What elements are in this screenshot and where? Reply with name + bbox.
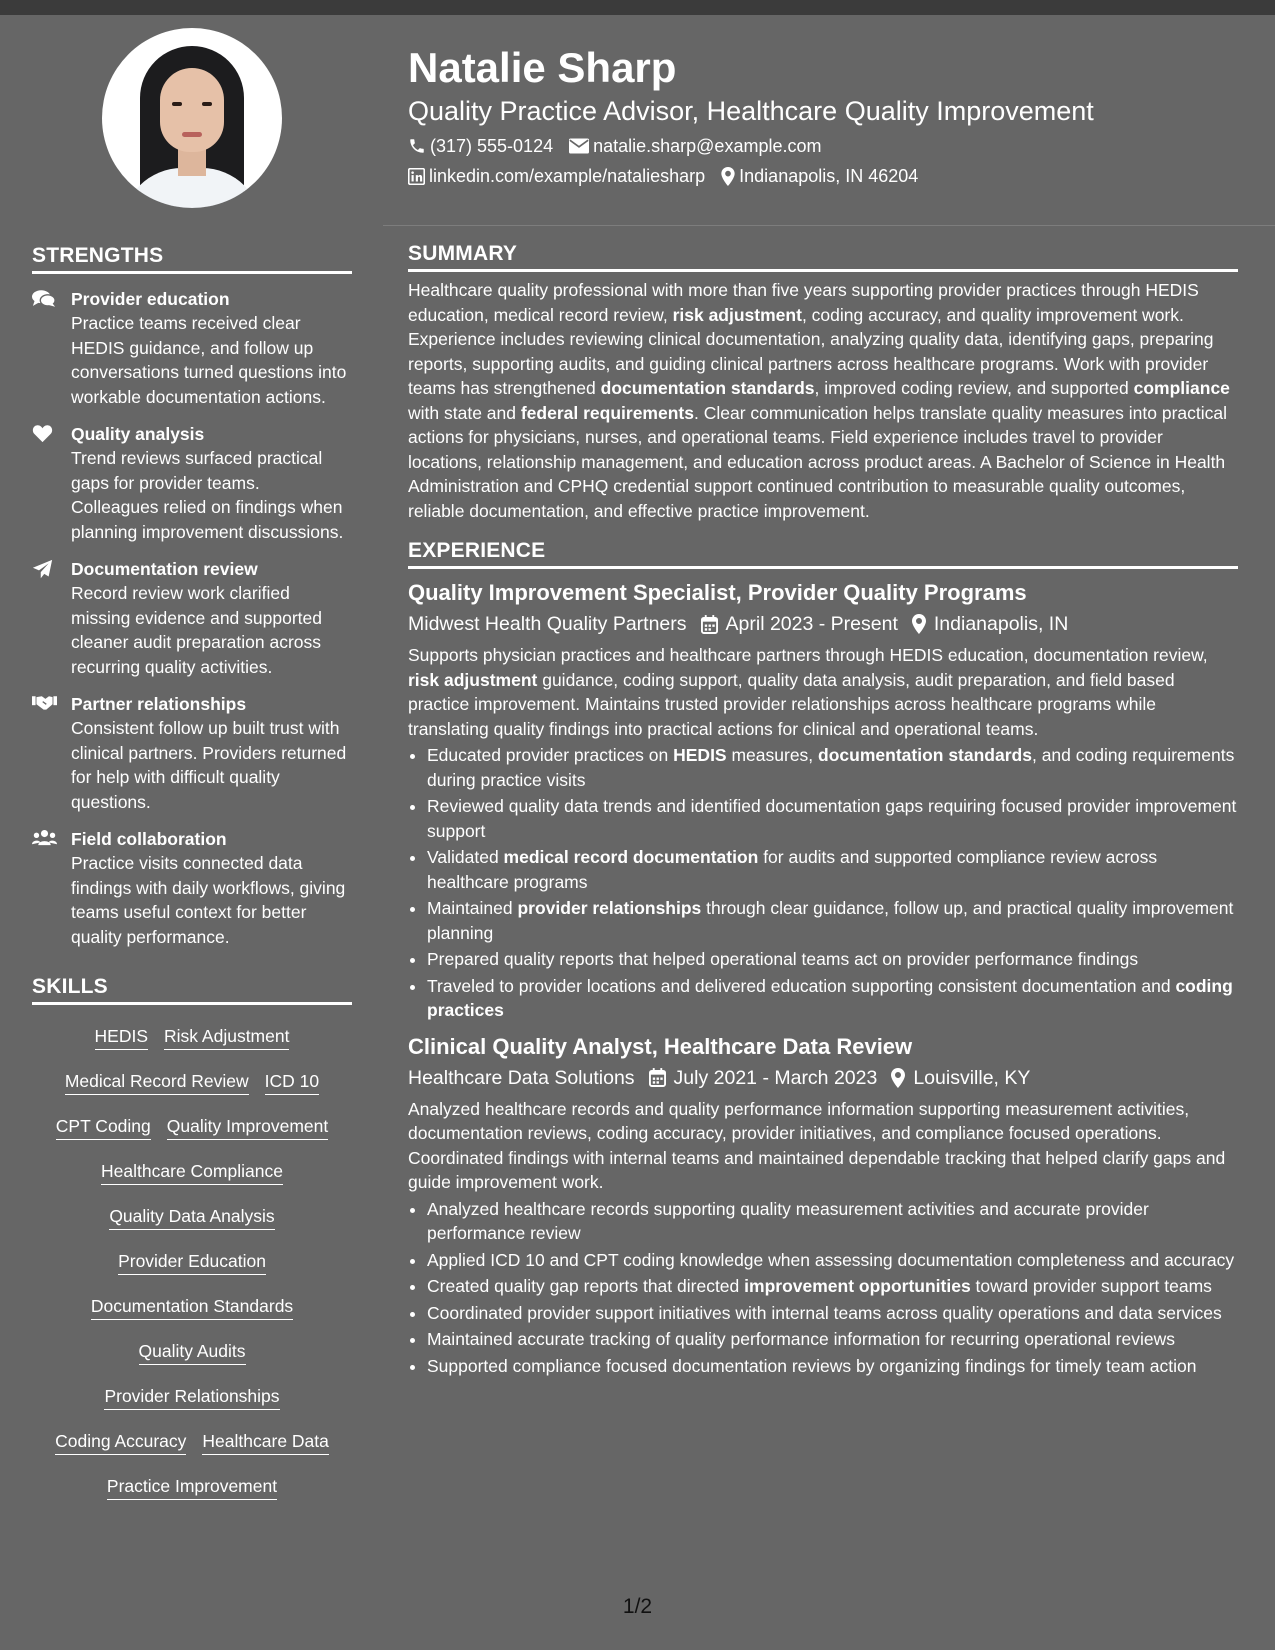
job-dates: April 2023 - Present: [701, 611, 898, 637]
job-company: Midwest Health Quality Partners: [408, 613, 687, 635]
skill-row: [32, 1195, 352, 1240]
skill-row: [32, 1420, 352, 1465]
job-bullet: • Traveled to provider locations and delivered education supporting consistent documentation and coding practices: [427, 974, 1238, 1023]
skill-row: [32, 1105, 352, 1150]
skill-tag: Risk Adjustment: [164, 1025, 289, 1050]
skill-row: [32, 1330, 352, 1375]
page-number: 1/2: [622, 1595, 653, 1618]
strength-title: Partner relationships: [71, 694, 247, 714]
skill-tag: Quality Data Analysis: [109, 1205, 274, 1230]
email-text[interactable]: natalie.sharp@example.com: [593, 136, 822, 156]
header-divider: [383, 225, 1275, 226]
skill-tag: Medical Record Review: [65, 1070, 249, 1095]
left-column: [32, 28, 352, 1510]
job-bullet: • Applied ICD 10 and CPT coding knowledge when assessing documentation completeness and accuracy: [427, 1248, 1238, 1273]
handshake-icon: [32, 694, 56, 714]
paper-plane-icon: [32, 559, 56, 579]
skill-row: [32, 1465, 352, 1510]
job-title: Quality Improvement Specialist, Provider Quality Programs: [408, 580, 1027, 605]
phone-text: (317) 555-0124: [430, 136, 554, 156]
skill-tag: Quality Audits: [139, 1340, 246, 1365]
top-bar: [0, 0, 1275, 15]
job-bullet: • Coordinated provider support initiatives with internal teams across quality operations and data services: [427, 1301, 1238, 1326]
job-location: Indianapolis, IN: [912, 611, 1068, 637]
email[interactable]: [569, 134, 821, 158]
contact-row-1: [408, 134, 1238, 158]
skill-row: [32, 1285, 352, 1330]
skill-tag: Provider Education: [118, 1250, 266, 1275]
candidate-role: Quality Practice Advisor, Healthcare Quality Improvement: [408, 96, 1094, 126]
linkedin[interactable]: [408, 164, 705, 188]
job-bullets: [408, 743, 1238, 1023]
job-title: Clinical Quality Analyst, Healthcare Data Review: [408, 1033, 913, 1059]
strength-title: Provider education: [71, 289, 230, 309]
job-bullet: • Reviewed quality data trends and identified documentation gaps requiring focused provider improvement support: [427, 794, 1238, 843]
skill-tag: ICD 10: [265, 1070, 319, 1095]
job-entry: [408, 1033, 1238, 1379]
skill-row: [32, 1150, 352, 1195]
job-meta: [408, 1065, 1238, 1091]
linkedin-text[interactable]: linkedin.com/example/nataliesharp: [429, 166, 706, 186]
strength-text: Record review work clarified missing evidence and supported cleaner audit preparation across recurring quality activities.: [71, 583, 322, 677]
strength-item: [32, 693, 352, 814]
skill-tag: Coding Accuracy: [55, 1430, 186, 1455]
skill-tag: CPT Coding: [56, 1115, 151, 1140]
experience-section: [408, 539, 1238, 1378]
heart-icon: [32, 424, 56, 444]
envelope-icon: [569, 138, 589, 154]
map-marker-icon: [891, 1068, 905, 1088]
phone: [408, 134, 553, 158]
location: [721, 164, 918, 188]
users-icon: [32, 829, 56, 849]
strength-title: Quality analysis: [71, 424, 205, 444]
job-company: Healthcare Data Solutions: [408, 1066, 635, 1089]
job-bullet: • Maintained provider relationships through clear guidance, follow up, and practical quality improvement planning: [427, 896, 1238, 945]
strength-text: Practice visits connected data findings with daily workflows, giving teams useful context for better quality performance.: [71, 853, 346, 947]
experience-title: EXPERIENCE: [408, 539, 1238, 569]
calendar-icon: [701, 615, 718, 634]
job-bullets: [408, 1197, 1238, 1379]
comments-icon: [32, 289, 56, 309]
job-dates: July 2021 - March 2023: [649, 1065, 878, 1091]
skill-tag: HEDIS: [95, 1025, 148, 1050]
skill-row: [32, 1375, 352, 1420]
job-bullet: • Created quality gap reports that directed improvement opportunities toward provider support teams: [427, 1274, 1238, 1299]
skill-row: [32, 1060, 352, 1105]
skill-tag: Healthcare Data: [202, 1430, 328, 1455]
skill-tag: Quality Improvement: [167, 1115, 328, 1140]
job-bullet: • Supported compliance focused documentation reviews by organizing findings for timely team action: [427, 1354, 1238, 1379]
skill-tag: Provider Relationships: [104, 1385, 279, 1410]
job-bullet: • Validated medical record documentation for audits and supported compliance review across healthcare programs: [427, 845, 1238, 894]
strength-text: Practice teams received clear HEDIS guidance, and follow up conversations turned questions into workable documentation actions.: [71, 313, 347, 407]
strength-item: [32, 558, 352, 679]
job-meta: [408, 611, 1238, 637]
job-bullet: • Educated provider practices on HEDIS measures, documentation standards, and coding requirements during practice visits: [427, 743, 1238, 792]
strength-text: Trend reviews surfaced practical gaps for provider teams. Colleagues relied on findings when planning improvement discussions.: [71, 448, 344, 542]
map-marker-icon: [912, 614, 926, 634]
summary-section: [408, 242, 1238, 523]
job-summary: Analyzed healthcare records and quality performance information supporting measurement activities, documentation reviews, coding accuracy, provider initiatives, and compliance focused operations. Coordinated findings with internal teams and maintained dependable tracking that helped clarify gaps and guide improvement work.: [408, 1098, 1226, 1192]
summary-title: SUMMARY: [408, 242, 1238, 272]
skills-title: SKILLS: [32, 975, 352, 1005]
calendar-icon: [649, 1068, 666, 1087]
strength-item: [32, 828, 352, 949]
resume-header: [408, 42, 1238, 188]
strength-item: [32, 423, 352, 544]
job-summary: Supports physician practices and healthcare partners through HEDIS education, documentation review, risk adjustment guidance, coding support, quality data analysis, audit preparation, and field based practice improvement. Maintains trusted provider relationships across healthcare programs while translating quality findings into practical actions for clinical and operational teams.: [408, 645, 1208, 739]
avatar: [102, 28, 282, 208]
phone-icon: [408, 137, 426, 155]
candidate-name: Natalie Sharp: [408, 44, 677, 91]
skill-tag: Practice Improvement: [107, 1475, 277, 1500]
contact-row-2: [408, 164, 1238, 188]
linkedin-icon: [408, 168, 425, 185]
strength-text: Consistent follow up built trust with clinical partners. Providers returned for help with difficult quality questions.: [71, 718, 347, 812]
strengths-title: STRENGTHS: [32, 244, 352, 274]
location-text: Indianapolis, IN 46204: [739, 166, 919, 186]
skill-tag: Documentation Standards: [91, 1295, 293, 1320]
strength-item: [32, 288, 352, 409]
strength-title: Field collaboration: [71, 829, 227, 849]
strengths-section: [32, 244, 352, 949]
skills-section: [32, 975, 352, 1510]
strength-title: Documentation review: [71, 559, 258, 579]
map-marker-icon: [721, 167, 735, 186]
skill-row: [32, 1015, 352, 1060]
job-bullet: • Maintained accurate tracking of quality performance information for recurring operational reviews: [427, 1327, 1238, 1352]
job-location: Louisville, KY: [891, 1065, 1030, 1091]
job-bullet: • Analyzed healthcare records supporting quality measurement activities and accurate provider performance review: [427, 1197, 1238, 1246]
summary-text: Healthcare quality professional with more than five years supporting provider practices through HEDIS education, medical record review, risk adjustment, coding accuracy, and quality improvement work. Experience includes reviewing clinical documentation, analyzing quality data, identifying gaps, preparing reports, supporting audits, and guiding clinical partners across healthcare programs. Work with provider teams has strengthened documentation standards, improved coding review, and supported compliance with state and federal requirements. Clear communication helps translate quality measures into practical actions for physicians, nurses, and operational teams. Field experience includes travel to provider locations, relationship management, and education across product areas. A Bachelor of Science in Health Administration and CPHQ credential support continued contribution to measurable quality outcomes, reliable documentation, and effective practice improvement.: [408, 280, 1230, 521]
skill-row: [32, 1240, 352, 1285]
job-entry: [408, 579, 1238, 1023]
job-bullet: • Prepared quality reports that helped operational teams act on provider performance findings: [427, 947, 1238, 972]
skill-tag: Healthcare Compliance: [101, 1160, 283, 1185]
right-column: [408, 242, 1238, 1378]
